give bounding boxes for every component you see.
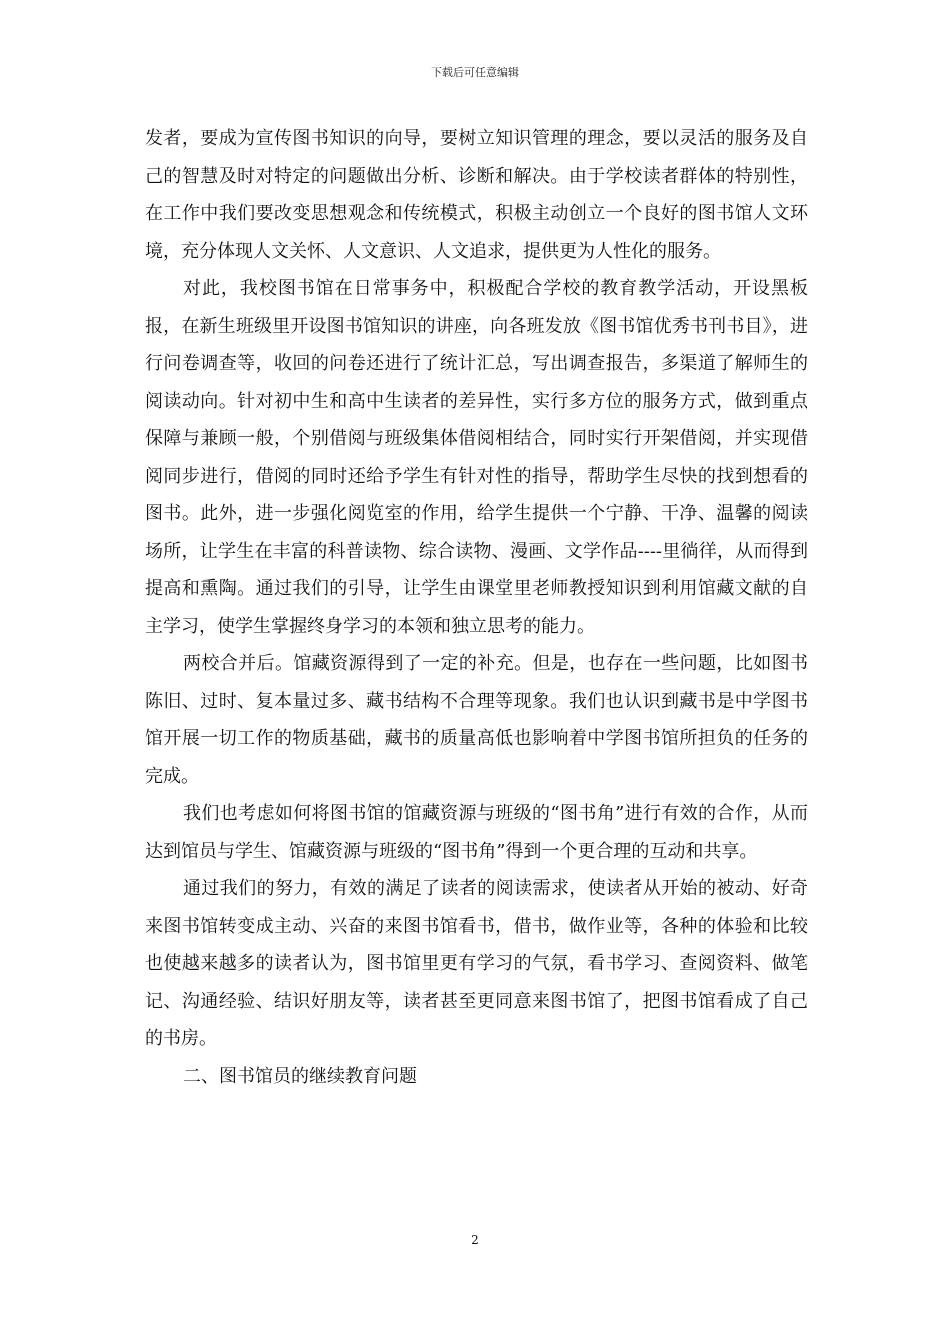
section-heading: 二、图书馆员的继续教育问题 [183, 1065, 417, 1087]
body-paragraph-3: 两校合并后。馆藏资源得到了一定的补充。但是，也存在一些问题，比如图书陈旧、过时、复本量过多、藏书结构不合理等现象。我们也认识到藏书是中学图书馆开展一切工作的物质基础，藏书的质量高低也影响着中学图书馆所担负的任务的完成。 [145, 653, 808, 787]
document-body [145, 120, 808, 1095]
body-paragraph-2: 对此，我校图书馆在日常事务中，积极配合学校的教育教学活动，开设黑板报，在新生班级里开设图书馆知识的讲座，向各班发放《图书馆优秀书刊书目》，进行问卷调查等，收回的问卷还进行了统计汇总，写出调查报告，多渠道了解师生的阅读动向。针对初中生和高中生读者的差异性，实行多方位的服务方式，做到重点保障与兼顾一般，个别借阅与班级集体借阅相结合，同时实行开架借阅，并实现借阅同步进行，借阅的同时还给予学生有针对性的指导，帮助学生尽快的找到想看的图书。此外，进一步强化阅览室的作用，给学生提供一个宁静、干净、温馨的阅读场所，让学生在丰富的科普读物、综合读物、漫画、文学作品----里徜徉，从而得到提高和熏陶。通过我们的引导，让学生由课堂里老师教授知识到利用馆藏文献的自主学习，使学生掌握终身学习的本领和独立思考的能力。 [145, 278, 808, 637]
page-number: 2 [471, 1233, 479, 1247]
page-header: 下载后可任意编辑 [431, 66, 519, 79]
body-paragraph-5: 通过我们的努力，有效的满足了读者的阅读需求，使读者从开始的被动、好奇来图书馆转变成主动、兴奋的来图书馆看书，借书，做作业等，各种的体验和比较也使越来越多的读者认为，图书馆里更有学习的气氛，看书学习、查阅资料、做笔记、沟通经验、结识好朋友等，读者甚至更同意来图书馆了，把图书馆看成了自己的书房。 [145, 878, 808, 1049]
body-paragraph-4: 我们也考虑如何将图书馆的馆藏资源与班级的“图书角”进行有效的合作，从而达到馆员与学生、馆藏资源与班级的“图书角”得到一个更合理的互动和共享。 [145, 803, 808, 862]
body-paragraph-1: 发者，要成为宣传图书知识的向导，要树立知识管理的理念，要以灵活的服务及自己的智慧及时对特定的问题做出分析、诊断和解决。由于学校读者群体的特别性，在工作中我们要改变思想观念和传统模式，积极主动创立一个良好的图书馆人文环境，充分体现人文关怀、人文意识、人文追求，提供更为人性化的服务。 [145, 128, 808, 262]
